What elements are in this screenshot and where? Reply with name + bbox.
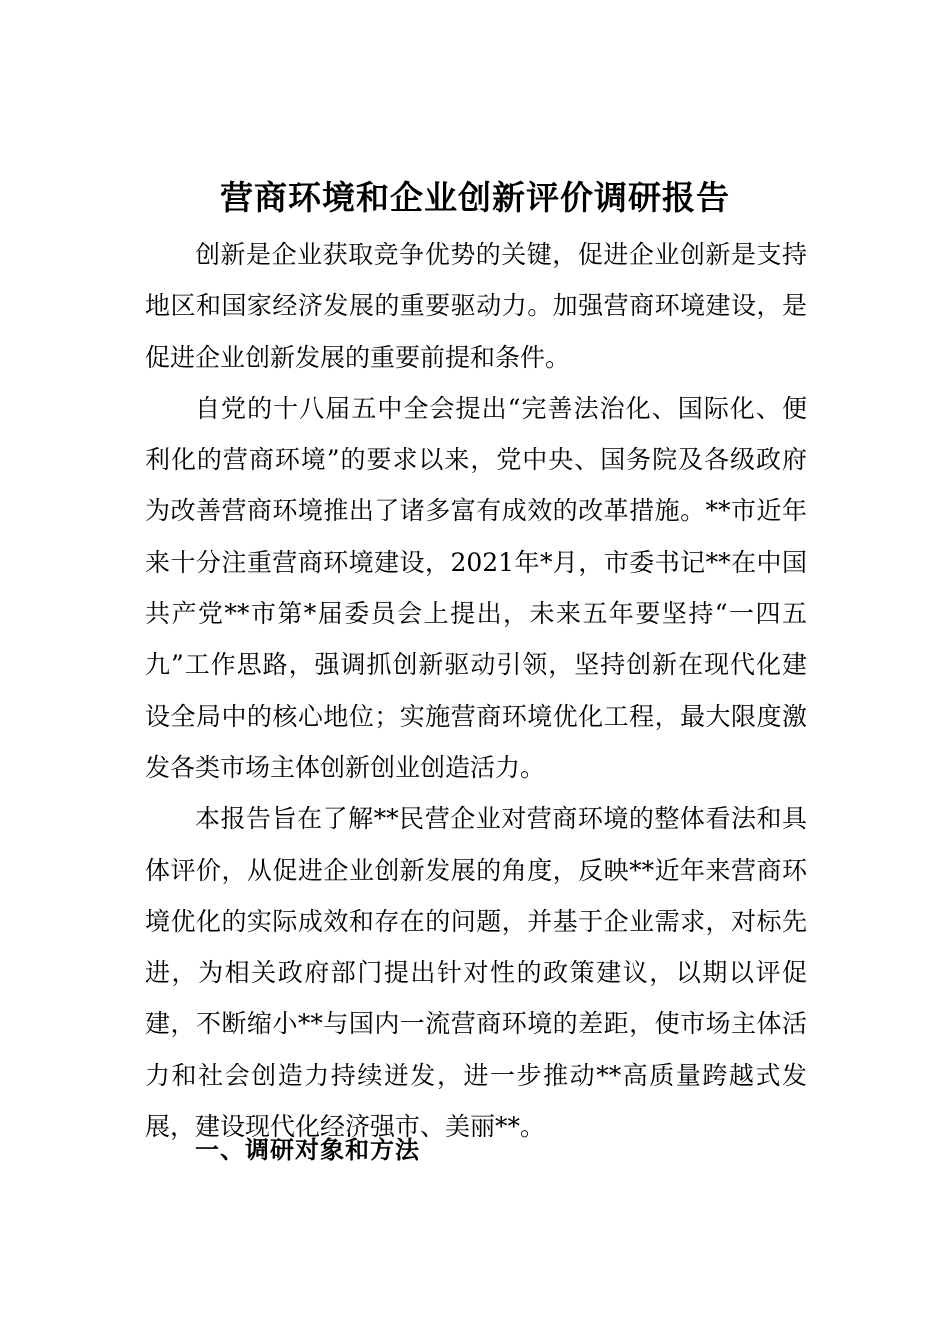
paragraph-background: 自党的十八届五中全会提出“完善法治化、国际化、便利化的营商环境”的要求以来，党中央、国务院及各级政府为改善营商环境推出了诸多富有成效的改革措施。**市近年来十分注重营商环境建设，2021年*月，市委书记**在中国共产党**市第*届委员会上提出，未来五年要坚持“一四五九”工作思路，强调抓创新驱动引领，坚持创新在现代化建设全局中的核心地位；实施营商环境优化工程，最大限度激发各类市场主体创新创业创造活力。 [145, 393, 807, 782]
section-heading: 一、调研对象和方法 [195, 1136, 420, 1164]
document-body [145, 229, 807, 1152]
document-title: 营商环境和企业创新评价调研报告 [220, 178, 730, 218]
paragraph-intro: 创新是企业获取竞争优势的关键，促进企业创新是支持地区和国家经济发展的重要驱动力。加强营商环境建设，是促进企业创新发展的重要前提和条件。 [145, 240, 807, 372]
paragraph-purpose: 本报告旨在了解**民营企业对营商环境的整体看法和具体评价，从促进企业创新发展的角度，反映**近年来营商环境优化的实际成效和存在的问题，并基于企业需求，对标先进，为相关政府部门提出针对性的政策建议，以期以评促建，不断缩小**与国内一流营商环境的差距，使市场主体活力和社会创造力持续迸发，进一步推动**高质量跨越式发展，建设现代化经济强市、美丽**。 [145, 804, 807, 1142]
